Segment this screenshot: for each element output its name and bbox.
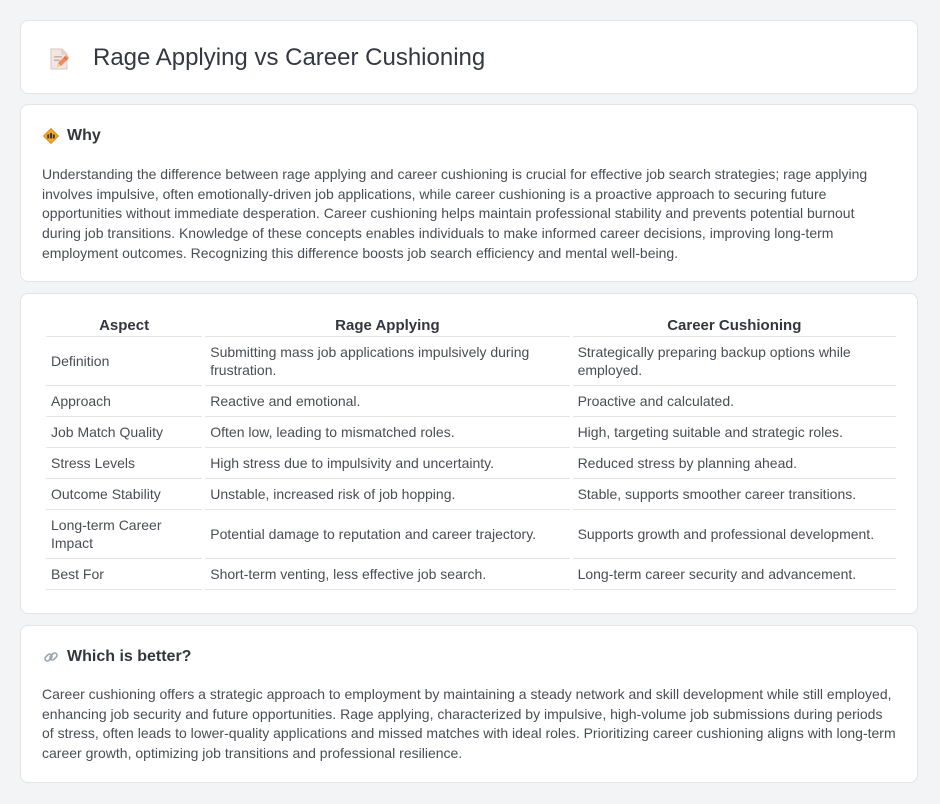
diamond-signal-icon	[43, 128, 59, 144]
aspect-cell: Outcome Stability	[46, 479, 202, 510]
better-heading	[43, 648, 191, 666]
career-cushioning-cell: Long-term career security and advancement.	[573, 559, 896, 590]
comparison-section	[20, 293, 918, 614]
table-row	[46, 448, 896, 479]
table-header-row	[46, 314, 896, 337]
aspect-cell: Long-term Career Impact	[46, 510, 202, 559]
header-career-cushioning: Career Cushioning	[573, 314, 896, 337]
career-cushioning-cell: Stable, supports smoother career transitions.	[573, 479, 896, 510]
table-row	[46, 386, 896, 417]
table-row	[46, 479, 896, 510]
career-cushioning-cell: High, targeting suitable and strategic roles.	[573, 417, 896, 448]
rage-applying-cell: Unstable, increased risk of job hopping.	[205, 479, 569, 510]
which-is-better-section	[20, 625, 918, 783]
header-aspect: Aspect	[46, 314, 202, 337]
aspect-cell: Best For	[46, 559, 202, 590]
why-section	[20, 104, 918, 282]
career-cushioning-cell: Supports growth and professional development.	[573, 510, 896, 559]
table-row	[46, 559, 896, 590]
better-text: Career cushioning offers a strategic approach to employment by maintaining a steady network and skill development while still employed, enhancing job security and future opportunities. Rage applying, characterized by impulsive, high-volume job submissions during periods of stress, often leads to lower-quality applications and missed matches with ideal roles. Prioritizing career cushioning aligns with long-term career growth, optimizing job transitions and professional resilience.	[42, 686, 896, 762]
aspect-cell: Job Match Quality	[46, 417, 202, 448]
header-card	[20, 20, 918, 94]
table-row	[46, 510, 896, 559]
page-title: Rage Applying vs Career Cushioning	[93, 44, 486, 71]
why-heading	[43, 127, 101, 145]
career-cushioning-cell: Reduced stress by planning ahead.	[573, 448, 896, 479]
link-icon	[43, 649, 59, 665]
rage-applying-cell: Potential damage to reputation and career trajectory.	[205, 510, 569, 559]
career-cushioning-cell: Strategically preparing backup options while employed.	[573, 337, 896, 386]
aspect-cell: Stress Levels	[46, 448, 202, 479]
better-title: Which is better?	[67, 648, 192, 665]
aspect-cell: Approach	[46, 386, 202, 417]
rage-applying-cell: Short-term venting, less effective job search.	[205, 559, 569, 590]
rage-applying-cell: Submitting mass job applications impulsively during frustration.	[205, 337, 569, 386]
rage-applying-cell: Reactive and emotional.	[205, 386, 569, 417]
comparison-table	[43, 314, 899, 590]
rage-applying-cell: Often low, leading to mismatched roles.	[205, 417, 569, 448]
rage-applying-cell: High stress due to impulsivity and uncertainty.	[205, 448, 569, 479]
header-rage-applying: Rage Applying	[205, 314, 569, 337]
aspect-cell: Definition	[46, 337, 202, 386]
table-row	[46, 417, 896, 448]
why-text: Understanding the difference between rage applying and career cushioning is crucial for effective job search strategies; rage applying involves impulsive, often emotionally-driven job applications, while career cushioning is a proactive approach to securing future opportunities without immediate desperation. Career cushioning helps maintain professional stability and prevents potential burnout during job transitions. Knowledge of these concepts enables individuals to make informed career decisions, improving long-term employment outcomes. Recognizing this difference boosts job search efficiency and mental well-being.	[42, 166, 868, 261]
document-pencil-icon	[47, 47, 71, 71]
table-row	[46, 337, 896, 386]
why-title: Why	[67, 127, 101, 144]
career-cushioning-cell: Proactive and calculated.	[573, 386, 896, 417]
